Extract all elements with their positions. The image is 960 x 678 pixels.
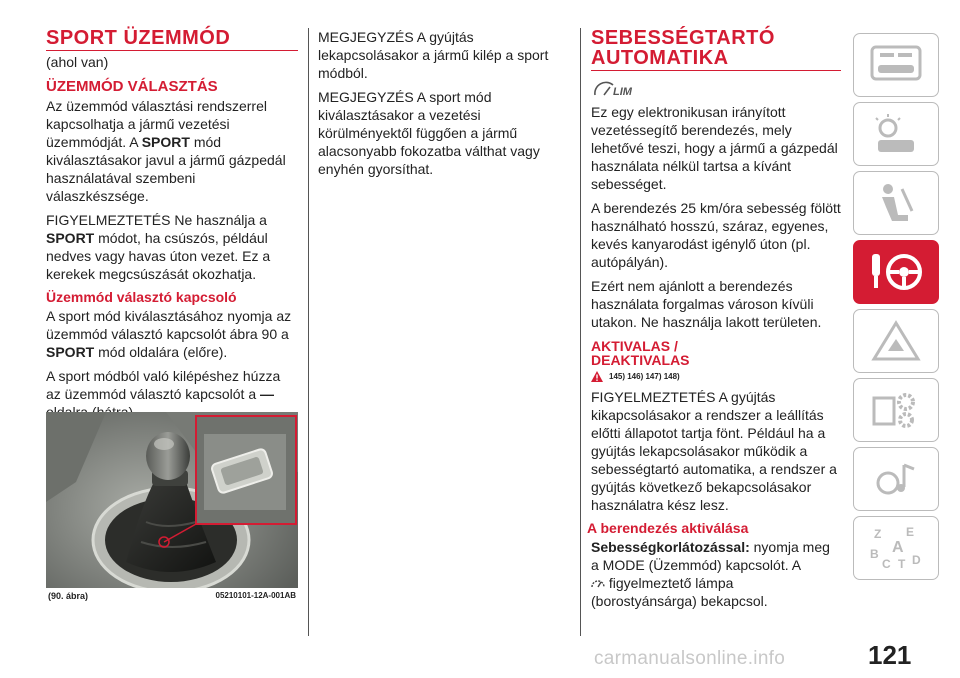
- cruise-usage-restrictions: Ezért nem ajánlott a berendezés használata forgalmas városon kívüli utakon. Ne használja lakott területen.: [591, 278, 822, 330]
- seat-safety-icon: [868, 181, 924, 225]
- section-title-sport-mode: SPORT ÜZEMMÓD: [46, 28, 298, 51]
- svg-text:Z: Z: [874, 527, 882, 541]
- tab-lights[interactable]: [853, 102, 939, 166]
- tab-maintenance[interactable]: [853, 378, 939, 442]
- svg-text:B: B: [870, 547, 879, 561]
- svg-text:T: T: [898, 557, 906, 571]
- cruise-usage-conditions: A berendezés 25 km/óra sebesség fölött használható hosszú, száraz, egyenes, kevés kanyarodást igénylő úton (pl. autópályán).: [591, 200, 841, 270]
- speedometer-lamp-icon: [591, 577, 605, 589]
- heading-activating-device: A berendezés aktiválása: [587, 520, 749, 536]
- multimedia-icon: [868, 457, 924, 501]
- steering-wheel-key-icon: [866, 248, 926, 296]
- sport-warning-text: FIGYELMEZTETÉS Ne használja a SPORT módot, ha csúszós, például nedves vagy havas úton vezet. Ez a kerekek megcsúszását okozhatja.: [46, 212, 271, 282]
- switch-instructions-2: A sport módból való kilépéshez húzza az üzemmód választó kapcsolót a —: [46, 368, 281, 402]
- speed-limiter-instructions: Sebességkorlátozással: nyomja meg a MODE (Üzemmód) kapcsolót. A: [591, 539, 830, 573]
- watermark: carmanualsonline.info: [594, 648, 786, 669]
- tab-emergency[interactable]: [853, 309, 939, 373]
- note-ignition-off: MEGJEGYZÉS A gyújtás lekapcsolásakor a jármű kilép a sport módból.: [318, 29, 549, 81]
- right-column: [587, 27, 841, 616]
- svg-text:C: C: [882, 557, 891, 571]
- page-number: 121: [868, 640, 912, 670]
- heading-mode-switch: Üzemmód választó kapcsoló: [46, 289, 237, 305]
- left-column: [46, 28, 298, 427]
- mode-selection-text: Az üzemmód választási rendszerrel kapcsolhatja a jármű vezetési üzemmódját. A SPORT mód kiválasztásakor javul a jármű gázpedál használatával szembeni válaszkészsége.: [46, 98, 286, 204]
- column-divider-2: [580, 28, 581, 636]
- cruise-control-icon: [593, 77, 841, 99]
- car-dashboard-icon: [868, 43, 924, 87]
- middle-column: [318, 28, 563, 184]
- heading-activation: AKTIVALAS / DEAKTIVALAS: [591, 338, 690, 368]
- note-sport-mode-behavior: MEGJEGYZÉS A sport mód kiválasztásakor a vezetési körülményektől függően a jármű alacsonyabb fokozatba válthat vagy enyhén gyorsíthat.: [318, 89, 540, 177]
- svg-text:LIM: LIM: [613, 86, 632, 98]
- warning-triangle-icon: [591, 371, 603, 382]
- maintenance-gears-icon: [868, 388, 924, 432]
- cruise-description: Ez egy elektronikusan irányított vezetéssegítő berendezés, mely lehetővé teszi, hogy a jármű a gázpedál használata nélkül tartsa a kívánt sebességet.: [591, 104, 838, 192]
- figure-number: (90. ábra): [48, 591, 89, 601]
- figure-caption: [46, 588, 298, 604]
- figure-code: 05210101-12A-001AB: [215, 591, 296, 600]
- tab-multimedia[interactable]: [853, 447, 939, 511]
- heading-mode-selection: ÜZEMMÓD VÁLASZTÁS: [46, 78, 218, 95]
- svg-text:E: E: [906, 525, 915, 539]
- ignition-state-warning: FIGYELMEZTETÉS A gyújtás kikapcsolásakor a rendszer a leállítás előtti állapotot tartja fönt. Például ha a gyújtás lekapcsolásakor működik a sebességtartó automatika, a rendszer a gyújtás következő bekapcsolásakor használatra kész lesz.: [591, 389, 837, 513]
- tab-index[interactable]: [853, 516, 939, 580]
- tab-starting-driving[interactable]: [853, 240, 939, 304]
- availability-note: (ahol van): [46, 54, 109, 70]
- warning-references: 145) 146) 147) 148): [591, 371, 841, 382]
- gear-shifter-illustration: [46, 412, 298, 604]
- tab-safety[interactable]: [853, 171, 939, 235]
- warning-lamp-text: figyelmeztető lámpa (borostyánsárga) bekapcsol.: [591, 575, 768, 609]
- svg-text:D: D: [912, 553, 921, 567]
- warning-lights-icon: [868, 112, 924, 156]
- chapter-sidebar: [853, 33, 939, 585]
- warning-triangle-icon: [868, 319, 924, 363]
- switch-instructions-1: A sport mód kiválasztásához nyomja az üzemmód választó kapcsolót ábra 90 a SPORT mód oldalára (előre).: [46, 308, 292, 360]
- figure-mode-switch-photo: [46, 412, 298, 604]
- tab-dashboard[interactable]: [853, 33, 939, 97]
- section-title-cruise-control: SEBESSÉGTARTÓ AUTOMATIKA: [591, 28, 841, 71]
- column-divider-1: [308, 28, 309, 636]
- svg-text:A: A: [892, 539, 904, 556]
- index-letters-icon: [866, 524, 926, 572]
